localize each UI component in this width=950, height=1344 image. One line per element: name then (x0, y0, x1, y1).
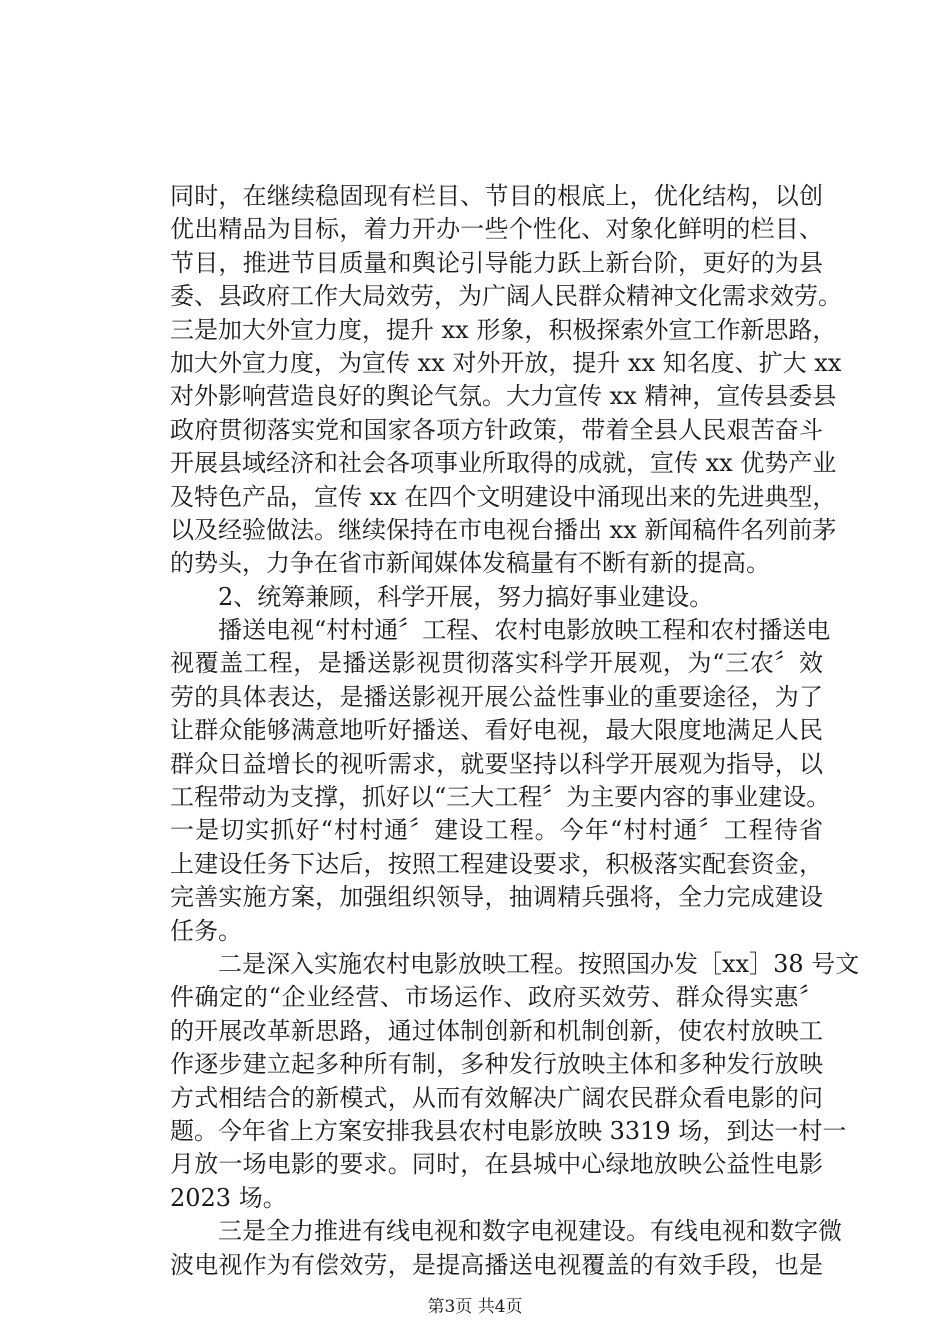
text-line: 劳的具体表达，是播送影视开展公益性事业的重要途径，为了 (170, 682, 823, 711)
text-line: 委、县政府工作大局效劳，为广阔人民群众精神文化需求效劳。 (170, 282, 842, 311)
text-line: 同时，在继续稳固现有栏目、节目的根底上，优化结构，以创 (170, 182, 823, 210)
text-line: 题。今年省上方案安排我县农村电影放映 3319 场，到达一村一 (170, 1116, 847, 1145)
text-line: 波电视作为有偿效劳，是提高播送电视覆盖的有效手段，也是 (170, 1250, 823, 1279)
text-line: 视覆盖工程，是播送影视贯彻落实科学开展观，为“三农〞效 (170, 649, 823, 678)
text-line: 三是全力推进有线电视和数字电视建设。有线电视和数字微 (218, 1217, 842, 1246)
paragraph (170, 948, 860, 1215)
text-line: 完善实施方案，加强组织领导，抽调精兵强将，全力完成建设 (170, 883, 823, 912)
text-line: 的开展改革新思路，通过体制创新和机制创新，使农村放映工 (170, 1016, 823, 1045)
text-line: 对外影响营造良好的舆论气氛。大力宣传 xx 精神，宣传县委县 (170, 382, 837, 411)
text-line: 节目，推进节目质量和舆论引导能力跃上新台阶，更好的为县 (170, 248, 823, 277)
paragraph (170, 1215, 842, 1282)
paragraph (170, 814, 823, 948)
text-line: 群众日益增长的视听需求，就要坚持以科学开展观为指导，以 (170, 749, 823, 778)
text-line: 任务。 (170, 916, 242, 945)
text-line: 以及经验做法。继续保持在市电视台播出 xx 新闻稿件名列前茅 (170, 515, 837, 544)
document-body (170, 180, 860, 1282)
section-heading (170, 581, 823, 614)
text-line: 及特色产品，宣传 xx 在四个文明建设中涌现出来的先进典型， (170, 482, 837, 511)
text-line: 件确定的“企业经营、市场运作、政府买效劳、群众得实惠〞 (170, 983, 823, 1012)
text-line: 方式相结合的新模式，从而有效解决广阔农民群众看电影的问 (170, 1083, 823, 1112)
text-line: 加大外宣力度，为宣传 xx 对外开放，提升 xx 知名度、扩大 xx (170, 348, 842, 377)
paragraph (170, 614, 831, 814)
text-line: 2、统筹兼顾，科学开展，努力搞好事业建设。 (218, 582, 714, 611)
page-number-label: 第3页 共4页 (427, 1297, 523, 1317)
text-line: 三是加大外宣力度，提升 xx 形象，积极探索外宣工作新思路， (170, 315, 837, 344)
text-line: 上建设任务下达后，按照工程建设要求，积极落实配套资金， (170, 849, 823, 878)
text-line: 的势头，力争在省市新闻媒体发稿量有不断有新的提高。 (170, 549, 770, 578)
text-line: 开展县域经济和社会各项事业所取得的成就，宣传 xx 优势产业 (170, 449, 837, 478)
text-line: 月放一场电影的要求。同时，在县城中心绿地放映公益性电影 (170, 1150, 823, 1179)
page-footer (0, 1296, 950, 1318)
text-line: 2023 场。 (170, 1183, 287, 1212)
paragraph (170, 314, 842, 581)
text-line: 优出精品为目标，着力开办一些个性化、对象化鲜明的栏目、 (170, 215, 823, 244)
text-line: 作逐步建立起多种所有制，多种发行放映主体和多种发行放映 (170, 1050, 823, 1079)
text-line: 播送电视“村村通〞工程、农村电影放映工程和农村播送电 (218, 616, 831, 645)
text-line: 让群众能够满意地听好播送、看好电视，最大限度地满足人民 (170, 716, 823, 745)
text-line: 二是深入实施农村电影放映工程。按照国办发［xx］38 号文 (218, 949, 860, 978)
text-line: 工程带动为支撑，抓好以“三大工程〞为主要内容的事业建设。 (170, 783, 831, 812)
text-line: 政府贯彻落实党和国家各项方针政策，带着全县人民艰苦奋斗 (170, 415, 823, 444)
text-line: 一是切实抓好“村村通〞建设工程。今年“村村通〞工程待省 (170, 816, 823, 845)
paragraph (170, 180, 842, 314)
